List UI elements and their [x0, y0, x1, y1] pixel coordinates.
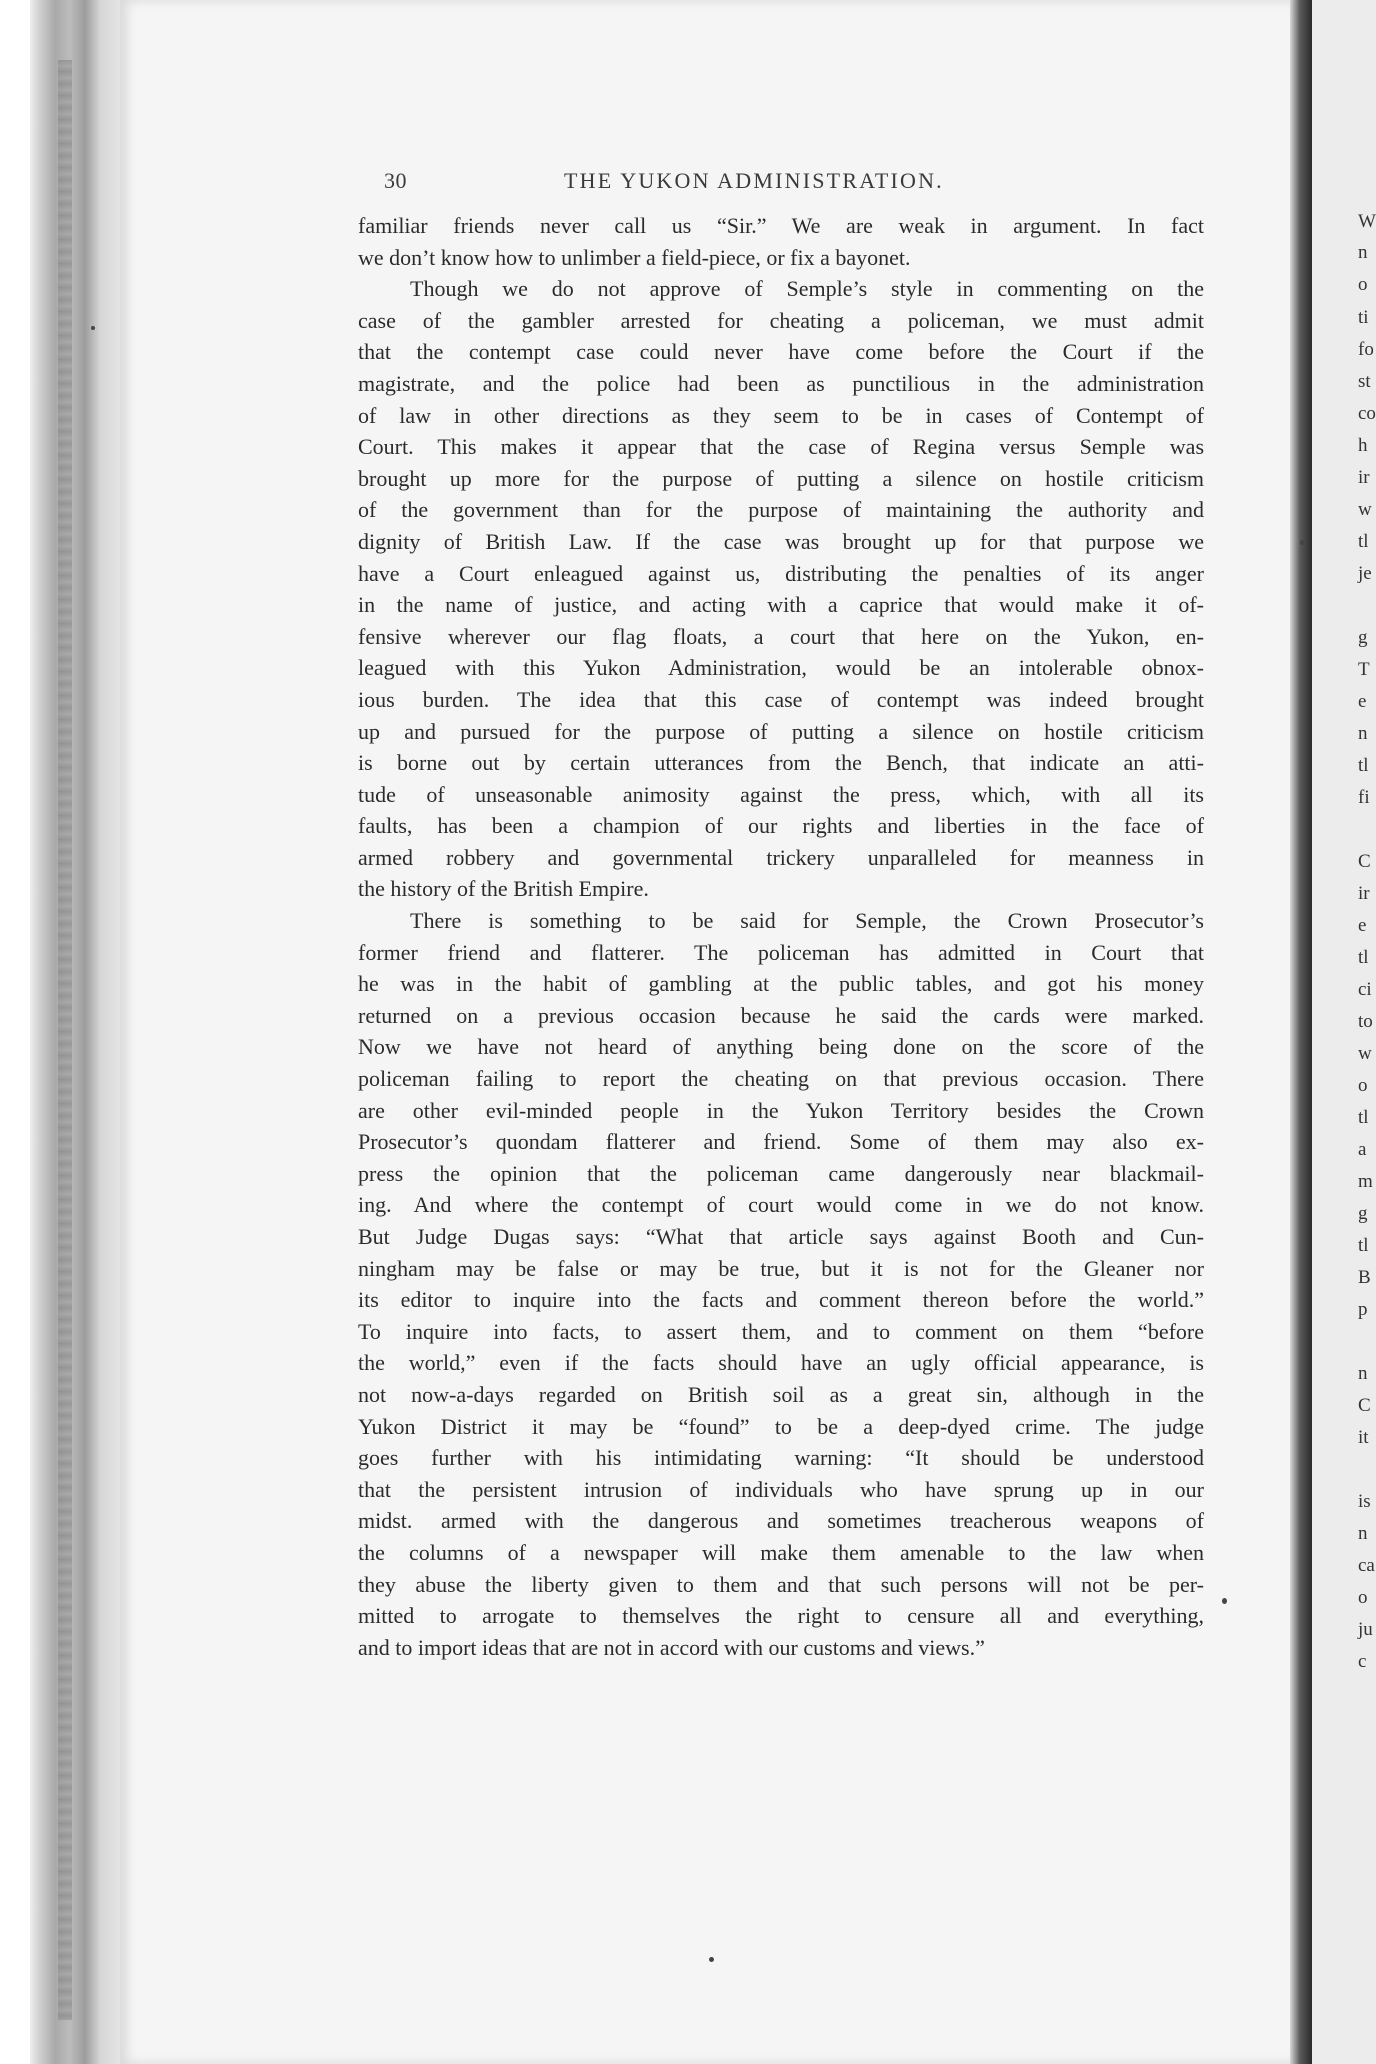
text-line: have a Court enleagued against us, distributing the penalties of its anger [358, 560, 1204, 586]
text-line: up and pursued for the purpose of putting a silence on hostile criticism [358, 718, 1204, 744]
text-line: of law in other directions as they seem to be in cases of Contempt of [358, 402, 1204, 428]
facing-page-fragment: co [1358, 403, 1376, 424]
facing-page-fragment: w [1358, 499, 1372, 520]
text-line: goes further with his intimidating warning: “It should be understood [358, 1445, 1204, 1471]
facing-page-fragment: g [1358, 1203, 1368, 1224]
facing-page-fragment: T [1358, 659, 1370, 680]
facing-page-fragment: tl [1358, 531, 1369, 552]
facing-page-fragment: n [1358, 723, 1368, 744]
text-line: Now we have not heard of anything being done on the score of the [358, 1034, 1204, 1060]
text-line: are other evil-minded people in the Yukon Territory besides the Crown [358, 1097, 1204, 1123]
text-line: dignity of British Law. If the case was brought up for that purpose we [358, 528, 1204, 554]
text-line: midst. armed with the dangerous and sometimes treacherous weapons of [358, 1508, 1204, 1534]
facing-page-fragment: p [1358, 1299, 1368, 1320]
text-line: policeman failing to report the cheating on that previous occasion. There [358, 1066, 1204, 1092]
book-binding-edge [30, 0, 130, 2064]
facing-page-fragment: st [1358, 371, 1371, 392]
facing-page-fragment: tl [1358, 947, 1369, 968]
text-line: magistrate, and the police had been as punctilious in the administration [358, 370, 1204, 396]
text-line: leagued with this Yukon Administration, would be an intolerable obnox- [358, 655, 1204, 681]
text-line: ious burden. The idea that this case of contempt was indeed brought [358, 686, 1204, 712]
facing-page-fragment: is [1358, 1491, 1371, 1512]
facing-page-fragment: it [1358, 1427, 1369, 1448]
facing-page-fragment: a [1358, 1139, 1367, 1160]
text-line: the history of the British Empire. [358, 876, 649, 902]
ink-speck [91, 326, 95, 330]
text-line: mitted to arrogate to themselves the right to censure all and everything, [358, 1603, 1204, 1629]
facing-page-fragment: ti [1358, 307, 1369, 328]
text-line: not now-a-days regarded on British soil as a great sin, although in the [358, 1381, 1204, 1407]
text-line: Though we do not approve of Semple’s style in commenting on the [410, 276, 1204, 302]
facing-page-fragment: ca [1358, 1555, 1375, 1576]
text-line: tude of unseasonable animosity against the press, which, with all its [358, 781, 1204, 807]
facing-page-fragment: o [1358, 1075, 1368, 1096]
facing-page-fragment: m [1358, 1171, 1373, 1192]
text-line: they abuse the liberty given to them and that such persons will not be per- [358, 1571, 1204, 1597]
text-line: Court. This makes it appear that the case of Regina versus Semple was [358, 434, 1204, 460]
page-header [384, 168, 1204, 198]
ink-speck [709, 1957, 714, 1962]
paragraph [358, 210, 1204, 273]
facing-page-fragment: w [1358, 1043, 1372, 1064]
text-line: ing. And where the contempt of court would come in we do not know. [358, 1192, 1204, 1218]
text-line: Yukon District it may be “found” to be a deep-dyed crime. The judge [358, 1413, 1204, 1439]
facing-page-fragment: ju [1358, 1619, 1373, 1640]
text-line: is borne out by certain utterances from the Bench, that indicate an atti- [358, 750, 1204, 776]
text-line: armed robbery and governmental trickery unparalleled for meanness in [358, 844, 1204, 870]
page-stack-edge [58, 60, 72, 2020]
ink-speck [1222, 1598, 1227, 1604]
text-line: press the opinion that the policeman came dangerously near blackmail- [358, 1160, 1204, 1186]
text-line: returned on a previous occasion because he said the cards were marked. [358, 1002, 1204, 1028]
text-line: that the contempt case could never have come before the Court if the [358, 339, 1204, 365]
text-line: that the persistent intrusion of individuals who have sprung up in our [358, 1476, 1204, 1502]
facing-page-fragment: C [1358, 851, 1371, 872]
text-line: familiar friends never call us “Sir.” We are weak in argument. In fact [358, 213, 1204, 238]
running-title: THE YUKON ADMINISTRATION. [564, 168, 944, 193]
facing-page-fragment: tl [1358, 1235, 1369, 1256]
text-line: of the government than for the purpose of maintaining the authority and [358, 497, 1204, 523]
text-line: he was in the habit of gambling at the public tables, and got his money [358, 971, 1204, 997]
facing-page-fragment: fo [1358, 339, 1374, 360]
facing-page-fragment: n [1358, 1363, 1368, 1384]
facing-page-fragment: ir [1358, 883, 1370, 904]
page-gutter-shadow [1290, 0, 1312, 2064]
text-line: Prosecutor’s quondam flatterer and friend. Some of them may also ex- [358, 1129, 1204, 1155]
text-line: the columns of a newspaper will make them amenable to the law when [358, 1539, 1204, 1565]
facing-page-fragment: fi [1358, 787, 1370, 808]
text-line: ningham may be false or may be true, but it is not for the Gleaner nor [358, 1255, 1204, 1281]
text-line: But Judge Dugas says: “What that article says against Booth and Cun- [358, 1224, 1204, 1249]
facing-page-fragment: tl [1358, 755, 1369, 776]
text-line: in the name of justice, and acting with a caprice that would make it of- [358, 592, 1204, 618]
text-line: its editor to inquire into the facts and comment thereon before the world.” [358, 1287, 1204, 1313]
text-line: the world,” even if the facts should have an ugly official appearance, is [358, 1350, 1204, 1376]
facing-page-fragment: to [1358, 1011, 1373, 1032]
text-line: we don’t know how to unlimber a field-piece, or fix a bayonet. [358, 244, 911, 270]
text-line: To inquire into facts, to assert them, and to comment on them “before [358, 1318, 1204, 1344]
text-line: There is something to be said for Semple, the Crown Prosecutor’s [410, 908, 1204, 934]
facing-page-fragment: o [1358, 1587, 1368, 1608]
facing-page-fragment: C [1358, 1395, 1371, 1416]
facing-page-fragment: n [1358, 1523, 1368, 1544]
facing-page-fragment: ir [1358, 467, 1370, 488]
facing-page-fragment: e [1358, 691, 1367, 712]
text-line: faults, has been a champion of our rights and liberties in the face of [358, 813, 1204, 839]
text-line: case of the gambler arrested for cheating a policeman, we must admit [358, 307, 1204, 333]
facing-page-fragment: h [1358, 435, 1368, 456]
paragraph [358, 905, 1204, 1663]
facing-page-fragment: tl [1358, 1107, 1369, 1128]
facing-page-fragment: c [1358, 1651, 1367, 1672]
page-number: 30 [384, 168, 407, 193]
facing-page-fragment: o [1358, 274, 1368, 295]
facing-page-fragment: ci [1358, 979, 1372, 1000]
ink-speck [1300, 540, 1304, 545]
text-line: former friend and flatterer. The policeman has admitted in Court that [358, 939, 1204, 965]
text-line: and to import ideas that are not in accord with our customs and views.” [358, 1634, 985, 1660]
facing-page-fragment: g [1358, 627, 1368, 648]
paragraph [358, 273, 1204, 905]
facing-page-edge [1312, 0, 1376, 2064]
facing-page-fragment: n [1358, 242, 1368, 263]
facing-page-fragment: B [1358, 1267, 1371, 1288]
text-line: brought up more for the purpose of putting a silence on hostile criticism [358, 465, 1204, 491]
facing-page-fragment: W [1358, 211, 1376, 232]
facing-page-fragment: je [1358, 563, 1372, 584]
facing-page-fragment: e [1358, 915, 1367, 936]
text-line: fensive wherever our flag floats, a court that here on the Yukon, en- [358, 623, 1204, 649]
body-text [358, 210, 1204, 1663]
